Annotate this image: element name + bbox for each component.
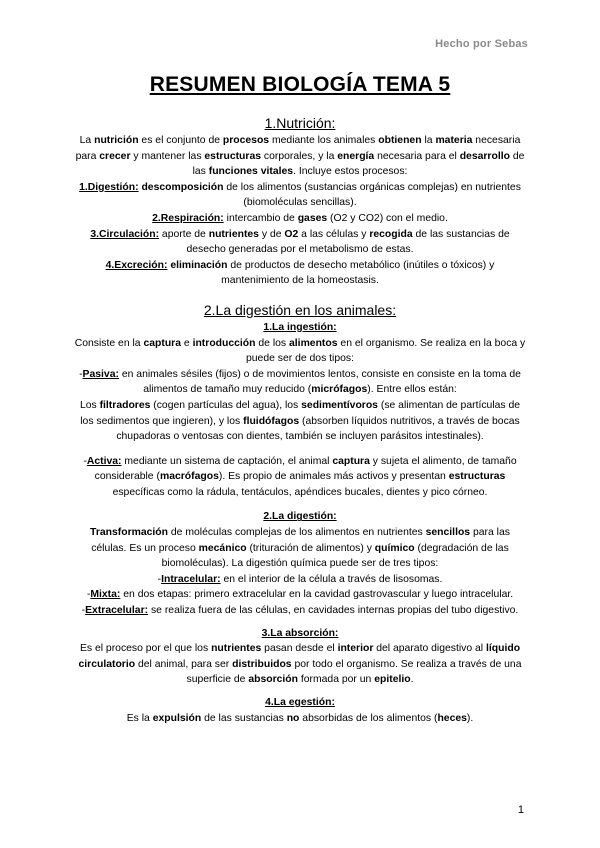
text-run: (absorben líquidos nutritivos, a través de bocas chupadoras o ventosas con dientes, también se incluyen parásitos intestinales). [116, 415, 520, 443]
text-run: mediante un sistema de captación, el animal [121, 455, 333, 467]
digestion-mixta [72, 587, 528, 603]
text-run: aporte de [159, 228, 209, 240]
text-run: ). Es propio de animales más activos y presentan [218, 471, 449, 483]
text-run: y mantener las [130, 150, 205, 162]
text-run: la [421, 135, 436, 146]
text-run: ). Entre ellos están: [367, 384, 457, 396]
bold-term: fluidófagos [243, 415, 300, 427]
text-run: en el interior de la célula a través de lisosomas. [220, 573, 443, 585]
subheading-digestion: 2.La digestión: [263, 511, 337, 523]
bold-term: no [286, 712, 300, 724]
text-run: La [79, 135, 95, 146]
document-title: RESUMEN BIOLOGÍA TEMA 5 [149, 73, 451, 96]
text-run: se realiza fuera de las células, en cavidades internas propias del tubo digestivo. [148, 605, 519, 617]
bold-term: desarrollo [459, 150, 510, 162]
text-run: de las sustancias de desecho generadas por el metabolismo de estas. [186, 228, 510, 256]
bold-term: estructuras [448, 471, 506, 483]
bold-term: funciones vitales [208, 166, 294, 178]
underlined-term: Activa: [86, 455, 122, 467]
bold-term: macrófagos [159, 471, 219, 483]
section-heading-digestion-animales: 2.La digestión en los animales: [203, 301, 397, 318]
text-run: Es la [126, 712, 153, 724]
bold-term: mecánico [198, 542, 247, 554]
underlined-term: 2.Respiración: [152, 212, 224, 224]
bold-term: crecer [99, 150, 131, 162]
subheading-egestion: 4.La egestión: [265, 697, 335, 708]
text-run: para las células. Es un proceso [91, 527, 510, 554]
text-run: mediante los animales [269, 135, 379, 146]
bold-term: recogida [369, 228, 413, 240]
bold-term: heces [437, 712, 467, 724]
text-run: en el organismo. Se realiza en la boca y puede ser de dos tipos: [245, 337, 526, 365]
subheading-ingestion: 1.La ingestión: [263, 321, 337, 333]
digestion-definition [72, 180, 528, 211]
text-run: ). [466, 712, 474, 724]
bold-term: energía [337, 150, 375, 162]
underlined-term: 1.Digestión: [79, 181, 139, 193]
bold-term: alimentos [289, 337, 338, 349]
text-run: e [181, 337, 193, 349]
text-run: - [79, 368, 83, 380]
text-run: pasan desde el [261, 643, 338, 655]
text-run: absorbidas de los alimentos ( [299, 712, 438, 724]
bold-term: distribuidos [232, 658, 292, 670]
text-run: - [83, 455, 87, 467]
text-run: de las sustancias [201, 712, 287, 724]
underlined-term: 4.Excreción: [105, 259, 168, 271]
bold-term: epitelio [374, 674, 411, 686]
text-run: (trituración de alimentos) y [246, 542, 375, 554]
text-run: Los [79, 399, 100, 411]
text-run: y sujeta el alimento, de tamaño considerable ( [94, 455, 517, 483]
filtradores-paragraph [72, 398, 528, 445]
underlined-term: 3.Circulación: [90, 228, 160, 240]
bold-term: filtradores [99, 399, 151, 411]
bold-term: obtienen [378, 135, 422, 146]
bold-term: descomposición [141, 181, 224, 193]
bold-term: nutrientes [211, 643, 262, 655]
text-run: corporales, y la [261, 150, 338, 162]
text-run: - [86, 589, 91, 601]
bold-term: introducción [192, 337, 256, 349]
ingestion-paragraph [72, 336, 528, 367]
underlined-term: Mixta: [90, 589, 121, 601]
author-header: Hecho por Sebas [435, 38, 528, 50]
bold-term: captura [332, 455, 370, 467]
text-run: - [157, 573, 162, 585]
bold-term: O2 [284, 228, 299, 240]
text-run: de moléculas complejas de los alimentos en nutrientes [168, 527, 426, 539]
text-run: formada por un [297, 674, 375, 686]
underlined-term: Pasiva: [82, 368, 119, 380]
absorcion-paragraph [72, 641, 528, 688]
egestion-paragraph [72, 711, 528, 727]
text-run: . Incluye estos procesos: [293, 166, 408, 178]
page-number: 1 [517, 804, 524, 816]
text-run: necesaria para [75, 135, 521, 162]
bold-term: interior [337, 643, 374, 655]
text-run: y de [258, 228, 285, 240]
bold-term: líquido circulatorio [78, 643, 521, 670]
text-run: en animales sésiles (fijos) o de movimientos lentos, consiste en consiste en la toma de alimentos de tamaño muy reducido ( [118, 368, 521, 396]
text-run: de las [192, 150, 525, 178]
text-run: . [410, 674, 414, 686]
text-run: del aparato digestivo al [373, 643, 486, 655]
bold-term: captura [143, 337, 182, 349]
ingestion-activa-paragraph [72, 454, 528, 501]
digestion-paragraph [72, 525, 528, 572]
bold-term: químico [374, 542, 415, 554]
circulacion-definition [72, 227, 528, 258]
text-run: (cogen partículas del agua), los [150, 399, 302, 411]
text-run: Consiste en la [74, 337, 144, 349]
document-body [72, 113, 528, 726]
excrecion-definition [72, 258, 528, 289]
bold-term: eliminación [170, 259, 228, 271]
text-run: - [81, 605, 86, 617]
text-run: Es el proceso por el que los [79, 643, 212, 655]
bold-term: absorción [248, 674, 298, 686]
text-run: es el conjunto de [138, 135, 223, 146]
bold-term: nutrientes [208, 228, 259, 240]
bold-term: estructuras [204, 150, 262, 162]
digestion-intracelular [72, 572, 528, 588]
underlined-term: Extracelular: [85, 605, 149, 617]
bold-term: procesos [222, 135, 270, 146]
underlined-term: Intracelular: [161, 573, 221, 585]
subheading-absorcion: 3.La absorción: [261, 627, 339, 639]
digestion-extracelular [72, 603, 528, 619]
text-run: (O2 y CO2) con el medio. [327, 212, 448, 224]
respiracion-definition [72, 211, 528, 227]
text-run: (se alimentan de partículas de los sedimentos que ingieren), y los [80, 399, 521, 427]
bold-term: micrófagos [311, 384, 368, 396]
bold-term: sedimentívoros [301, 399, 378, 411]
text-run: de los alimentos (sustancias orgánicas complejas) en nutrientes (biomoléculas sencillas). [223, 181, 521, 209]
text-run: necesaria para el [374, 150, 460, 162]
text-run: del animal, para ser [135, 658, 233, 670]
text-run: específicas como la rádula, tentáculos, apéndices bucales, dientes y pico córneo. [112, 486, 488, 498]
bold-term: Transformación [90, 527, 168, 539]
bold-term: sencillos [425, 527, 471, 539]
text-run: (degradación de las biomoléculas). La digestión química puede ser de tres tipos: [161, 542, 509, 570]
text-run: de los [255, 337, 290, 349]
bold-term: expulsión [152, 712, 202, 724]
text-run: por todo el organismo. Se realiza a través de una superficie de [186, 658, 522, 686]
section-heading-nutricion: 1.Nutrición: [264, 115, 336, 131]
nutricion-paragraph [72, 133, 528, 180]
text-run: de productos de desecho metabólico (inútiles o tóxicos) y mantenimiento de la homeostasis. [221, 259, 495, 287]
text-run: intercambio de [223, 212, 298, 224]
bold-term: materia [435, 135, 473, 146]
bold-term: nutrición [94, 135, 139, 146]
bold-term: gases [297, 212, 328, 224]
text-run: en dos etapas: primero extracelular en la cavidad gastrovascular y luego intracelular. [120, 589, 514, 601]
ingestion-pasiva-paragraph [72, 367, 528, 398]
text-run: a las células y [298, 228, 370, 240]
